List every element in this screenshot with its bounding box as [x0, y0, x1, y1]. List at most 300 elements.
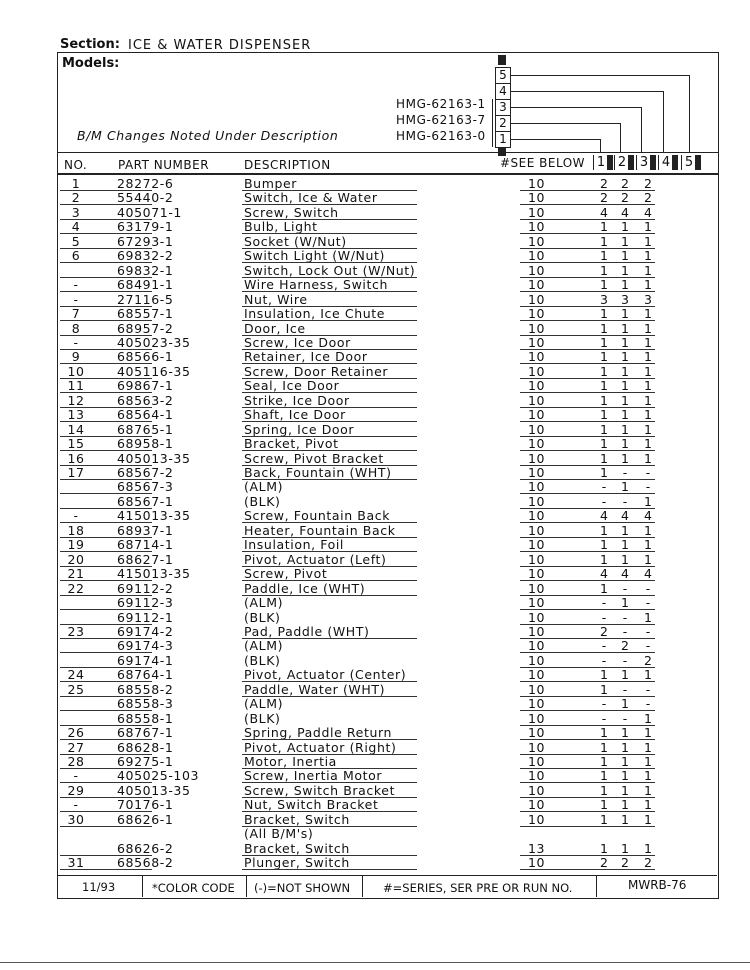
row-model-quantity: 1: [600, 580, 608, 596]
model-digit-box: 3: [495, 99, 511, 116]
row-model-quantity: 1: [600, 465, 608, 480]
row-description: Screw, Ice Door: [244, 334, 351, 350]
row-model-quantity: 1: [621, 450, 629, 466]
row-item-number: -: [73, 334, 79, 350]
row-model-quantity: -: [622, 681, 628, 697]
column-number-mark: [695, 155, 701, 170]
row-part-number: 69174-2: [117, 623, 174, 639]
row-description: (ALM): [244, 696, 284, 712]
row-part-number: 415013-35: [117, 566, 191, 582]
row-model-quantity: -: [601, 595, 607, 611]
row-model-quantity: 1: [600, 725, 608, 741]
row-model-quantity: 1: [600, 522, 608, 538]
row-description: (BLK): [244, 710, 281, 726]
row-model-quantity: 1: [600, 349, 608, 365]
footer-date: 11/93: [82, 880, 116, 894]
row-model-quantity: 4: [600, 204, 608, 220]
row-description: Heater, Fountain Back: [244, 522, 396, 538]
row-model-quantity: 1: [621, 233, 629, 249]
row-part-number: 68558-2: [117, 681, 174, 697]
row-model-quantity: 1: [600, 537, 608, 553]
row-model-quantity: 1: [621, 277, 629, 293]
row-description: Shaft, Ice Door: [244, 407, 346, 423]
row-see-below: 10: [528, 277, 546, 293]
row-model-quantity: 1: [600, 306, 608, 322]
row-part-number: 68557-1: [117, 306, 174, 322]
row-description: Screw, Switch: [244, 204, 339, 220]
row-description: Strike, Ice Door: [244, 392, 350, 408]
model-name-1: HMG-62163-1: [396, 97, 486, 111]
row-item-number: 12: [67, 392, 85, 408]
footer-color-code: *COLOR CODE: [152, 881, 235, 895]
row-model-quantity: -: [645, 696, 651, 712]
row-item-number: 9: [71, 349, 81, 365]
model-connector-line: [511, 139, 600, 140]
row-description: Insulation, Foil: [244, 537, 345, 553]
row-part-number: 68765-1: [117, 421, 174, 437]
row-description: Wire Harness, Switch: [244, 277, 388, 293]
footer-series-note: #=SERIES, SER PRE OR RUN NO.: [383, 881, 573, 895]
row-description: Spring, Ice Door: [244, 421, 355, 437]
col-desc-header: DESCRIPTION: [244, 158, 331, 172]
row-model-quantity: -: [601, 493, 607, 509]
row-model-quantity: 1: [621, 407, 629, 423]
row-see-below: 10: [528, 580, 546, 596]
row-see-below: 10: [528, 392, 546, 408]
row-model-quantity: 1: [621, 306, 629, 322]
row-model-quantity: 1: [621, 537, 629, 553]
row-model-quantity: 1: [644, 739, 652, 755]
row-model-quantity: 1: [621, 262, 629, 278]
row-model-quantity: 1: [621, 739, 629, 755]
row-model-quantity: 1: [644, 320, 652, 336]
row-description: Nut, Switch Bracket: [244, 797, 379, 813]
row-description: Bracket, Switch: [244, 840, 350, 856]
row-model-quantity: 1: [644, 710, 652, 726]
row-item-number: -: [73, 797, 79, 813]
row-see-below: 10: [528, 855, 546, 871]
row-model-quantity: -: [601, 638, 607, 654]
row-description: Screw, Pivot: [244, 566, 328, 582]
row-model-quantity: -: [645, 479, 651, 495]
row-model-quantity: 2: [621, 176, 629, 191]
row-model-quantity: 1: [621, 363, 629, 379]
row-quantity-underline: [520, 869, 655, 870]
row-part-number: 63179-1: [117, 219, 174, 235]
row-item-number: -: [73, 277, 79, 293]
row-see-below: 10: [528, 696, 546, 712]
row-model-quantity: -: [601, 479, 607, 495]
row-see-below: 10: [528, 320, 546, 336]
row-see-below: 10: [528, 667, 546, 683]
row-see-below: 10: [528, 638, 546, 654]
row-quantity-underline: [520, 826, 655, 827]
row-item-number: 21: [67, 566, 85, 582]
row-part-number: 69832-2: [117, 248, 174, 264]
row-see-below: 10: [528, 595, 546, 611]
row-description-underline: [242, 869, 417, 870]
row-see-below: 10: [528, 754, 546, 769]
row-part-number: 68567-3: [117, 479, 174, 495]
row-see-below: 10: [528, 436, 546, 452]
model-connector-drop: [620, 123, 621, 152]
row-description: (ALM): [244, 638, 284, 654]
row-part-number: 405013-35: [117, 450, 191, 466]
row-see-below: 10: [528, 566, 546, 582]
row-model-quantity: 1: [600, 811, 608, 827]
row-description: Pad, Paddle (WHT): [244, 623, 370, 639]
row-item-number: 7: [71, 306, 81, 322]
footer-divider-1: [142, 875, 143, 897]
row-model-quantity: 1: [621, 811, 629, 827]
row-part-number: 405116-35: [117, 363, 191, 379]
model-name-2: HMG-62163-7: [396, 113, 486, 127]
model-digit-box: 2: [495, 115, 511, 132]
row-model-quantity: 1: [644, 421, 652, 437]
row-model-quantity: 1: [621, 551, 629, 567]
row-see-below: 10: [528, 233, 546, 249]
row-model-quantity: 2: [644, 176, 652, 191]
footer-divider-2: [246, 875, 247, 897]
row-model-quantity: 1: [621, 349, 629, 365]
row-part-number: 69275-1: [117, 754, 174, 769]
row-part-number: 68767-1: [117, 725, 174, 741]
row-part-number: 68626-1: [117, 811, 174, 827]
row-model-quantity: 1: [644, 522, 652, 538]
row-see-below: 10: [528, 204, 546, 220]
row-model-quantity: 1: [621, 768, 629, 784]
row-model-quantity: 2: [600, 623, 608, 639]
row-model-quantity: 1: [621, 421, 629, 437]
col-see-below-header: #SEE BELOW: [500, 156, 586, 170]
model-digit-box: 4: [495, 83, 511, 100]
row-model-quantity: 1: [600, 797, 608, 813]
row-see-below: 10: [528, 465, 546, 480]
row-description: Nut, Wire: [244, 291, 308, 307]
row-model-quantity: 1: [600, 450, 608, 466]
row-description: Back, Fountain (WHT): [244, 465, 392, 480]
row-model-quantity: -: [645, 681, 651, 697]
row-model-quantity: 1: [621, 320, 629, 336]
row-model-quantity: 1: [600, 840, 608, 856]
row-see-below: 10: [528, 378, 546, 394]
row-part-number: 68563-2: [117, 392, 174, 408]
row-item-number: 24: [67, 667, 85, 683]
row-item-number: 28: [67, 754, 85, 769]
row-description: Seal, Ice Door: [244, 378, 340, 394]
row-model-quantity: 1: [644, 609, 652, 625]
row-model-quantity: 4: [644, 566, 652, 582]
footer-rule: [57, 875, 717, 876]
row-item-number: 14: [67, 421, 85, 437]
row-see-below: 10: [528, 493, 546, 509]
row-description: Door, Ice: [244, 320, 306, 336]
row-description: Insulation, Ice Chute: [244, 306, 386, 322]
footer-not-shown: (-)=NOT SHOWN: [254, 881, 351, 895]
row-see-below: 10: [528, 190, 546, 206]
row-model-quantity: 1: [600, 436, 608, 452]
model-column-number: 3: [636, 155, 651, 170]
row-see-below: 10: [528, 349, 546, 365]
row-part-number: 69112-2: [117, 580, 174, 596]
row-description: (BLK): [244, 493, 281, 509]
row-see-below: 10: [528, 739, 546, 755]
row-model-quantity: 4: [644, 508, 652, 524]
row-item-number: 25: [67, 681, 85, 697]
row-model-quantity: 1: [600, 392, 608, 408]
row-description: (BLK): [244, 652, 281, 668]
row-model-quantity: 4: [621, 566, 629, 582]
row-item-number: 5: [71, 233, 81, 249]
row-model-quantity: 1: [600, 219, 608, 235]
row-model-quantity: 2: [621, 638, 629, 654]
row-see-below: 10: [528, 681, 546, 697]
model-connector-drop: [641, 107, 642, 152]
row-part-number: 405025-103: [117, 768, 200, 784]
row-part-number: 69867-1: [117, 378, 174, 394]
row-number-underline: [60, 826, 152, 827]
row-see-below: 10: [528, 176, 546, 191]
row-see-below: 10: [528, 363, 546, 379]
bm-changes-note: B/M Changes Noted Under Description: [77, 128, 339, 143]
row-part-number: 69174-1: [117, 652, 174, 668]
row-see-below: 10: [528, 450, 546, 466]
row-model-quantity: 1: [600, 378, 608, 394]
row-description: Spring, Paddle Return: [244, 725, 393, 741]
row-model-quantity: 3: [644, 291, 652, 307]
footer-divider-3: [362, 875, 363, 897]
header-top-rule: [57, 152, 719, 153]
row-model-quantity: -: [601, 710, 607, 726]
row-model-quantity: 1: [644, 392, 652, 408]
row-description: (BLK): [244, 609, 281, 625]
row-description: (ALM): [244, 479, 284, 495]
row-model-quantity: -: [601, 609, 607, 625]
row-model-quantity: 4: [644, 204, 652, 220]
row-model-quantity: 2: [600, 190, 608, 206]
row-description: Screw, Pivot Bracket: [244, 450, 384, 466]
row-model-quantity: 1: [644, 277, 652, 293]
row-item-number: 4: [71, 219, 81, 235]
row-part-number: 68626-2: [117, 840, 174, 856]
row-model-quantity: 1: [644, 797, 652, 813]
row-part-number: 68627-1: [117, 551, 174, 567]
row-model-quantity: 1: [621, 392, 629, 408]
row-description: Socket (W/Nut): [244, 233, 347, 249]
row-model-quantity: 1: [644, 725, 652, 741]
row-part-number: 405013-35: [117, 782, 191, 798]
row-item-number: 13: [67, 407, 85, 423]
row-description: (ALM): [244, 595, 284, 611]
row-model-quantity: 1: [600, 407, 608, 423]
row-part-number: 67293-1: [117, 233, 174, 249]
row-see-below: 10: [528, 537, 546, 553]
row-model-quantity: 1: [644, 840, 652, 856]
row-description: Bulb, Light: [244, 219, 318, 235]
row-part-number: 69832-1: [117, 262, 174, 278]
row-see-below: 10: [528, 797, 546, 813]
row-item-number: 8: [71, 320, 81, 336]
row-item-number: 2: [71, 190, 81, 206]
row-see-below: 10: [528, 551, 546, 567]
row-see-below: 10: [528, 479, 546, 495]
row-item-number: -: [73, 768, 79, 784]
row-item-number: 11: [67, 378, 85, 394]
row-part-number: 27116-5: [117, 291, 174, 307]
scan-edge-line: [0, 962, 750, 963]
model-connector-line: [511, 91, 663, 92]
row-description: Screw, Switch Bracket: [244, 782, 396, 798]
row-model-quantity: 2: [600, 855, 608, 871]
col-part-header: PART NUMBER: [118, 158, 210, 172]
row-part-number: 70176-1: [117, 797, 174, 813]
row-model-quantity: 1: [600, 551, 608, 567]
row-model-quantity: 1: [621, 436, 629, 452]
row-model-quantity: 2: [644, 190, 652, 206]
row-model-quantity: -: [601, 652, 607, 668]
row-item-number: 16: [67, 450, 85, 466]
row-model-quantity: 3: [621, 291, 629, 307]
row-model-quantity: 1: [600, 320, 608, 336]
row-see-below: 10: [528, 652, 546, 668]
row-part-number: 28272-6: [117, 176, 174, 191]
row-see-below: 10: [528, 522, 546, 538]
row-model-quantity: 1: [621, 219, 629, 235]
model-digit-box: 1: [495, 131, 511, 148]
row-description: Motor, Inertia: [244, 754, 337, 769]
row-number-underline: [60, 869, 152, 870]
row-item-number: 17: [67, 465, 85, 480]
row-model-quantity: 1: [621, 725, 629, 741]
row-see-below: 10: [528, 710, 546, 726]
row-model-quantity: 2: [621, 855, 629, 871]
row-model-quantity: -: [601, 696, 607, 712]
section-value: ICE & WATER DISPENSER: [128, 38, 312, 53]
row-part-number: 68558-1: [117, 710, 174, 726]
row-see-below: 10: [528, 291, 546, 307]
row-model-quantity: 1: [600, 262, 608, 278]
row-part-number: 68764-1: [117, 667, 174, 683]
model-connector-drop: [663, 91, 664, 152]
row-item-number: 30: [67, 811, 85, 827]
row-model-quantity: -: [622, 710, 628, 726]
row-description: Pivot, Actuator (Center): [244, 667, 407, 683]
row-model-quantity: 1: [621, 696, 629, 712]
row-model-quantity: 1: [644, 233, 652, 249]
row-see-below: 10: [528, 609, 546, 625]
row-see-below: 10: [528, 421, 546, 437]
row-model-quantity: 1: [644, 219, 652, 235]
row-part-number: 68558-3: [117, 696, 174, 712]
row-part-number: 68491-1: [117, 277, 174, 293]
models-label: Models:: [62, 56, 120, 71]
model-connector-line: [511, 107, 641, 108]
row-part-number: 69112-1: [117, 609, 174, 625]
row-model-quantity: 1: [600, 754, 608, 769]
column-number-mark: [628, 155, 634, 170]
row-part-number: 55440-2: [117, 190, 174, 206]
row-model-quantity: 1: [621, 479, 629, 495]
row-model-quantity: 1: [644, 248, 652, 264]
row-item-number: 22: [67, 580, 85, 596]
model-connector-drop: [600, 139, 601, 152]
row-model-quantity: 2: [644, 855, 652, 871]
row-model-quantity: -: [622, 465, 628, 480]
row-item-number: 19: [67, 537, 85, 553]
row-part-number: 68567-2: [117, 465, 174, 480]
row-see-below: 10: [528, 508, 546, 524]
model-connector-line: [511, 75, 689, 76]
row-part-number: 68566-1: [117, 349, 174, 365]
row-model-quantity: 1: [600, 667, 608, 683]
row-item-number: 10: [67, 363, 85, 379]
row-model-quantity: -: [645, 465, 651, 480]
row-model-quantity: 1: [600, 248, 608, 264]
row-item-number: -: [73, 291, 79, 307]
row-description: Paddle, Water (WHT): [244, 681, 386, 697]
row-model-quantity: -: [622, 493, 628, 509]
row-item-number: -: [73, 508, 79, 524]
row-item-number: 29: [67, 782, 85, 798]
row-model-quantity: 1: [644, 667, 652, 683]
row-model-quantity: -: [622, 652, 628, 668]
row-part-number: 68628-1: [117, 739, 174, 755]
row-see-below: 10: [528, 306, 546, 322]
row-see-below: 10: [528, 262, 546, 278]
row-model-quantity: 1: [644, 262, 652, 278]
row-model-quantity: 1: [621, 840, 629, 856]
row-model-quantity: 1: [621, 595, 629, 611]
row-model-quantity: -: [645, 580, 651, 596]
row-model-quantity: 1: [621, 248, 629, 264]
row-model-quantity: 1: [600, 421, 608, 437]
footer-doc-id: MWRB-76: [628, 878, 687, 892]
row-part-number: 68714-1: [117, 537, 174, 553]
row-model-quantity: 1: [621, 754, 629, 769]
row-model-quantity: -: [645, 595, 651, 611]
row-description: Bumper: [244, 176, 298, 191]
row-model-quantity: 2: [644, 652, 652, 668]
row-model-quantity: 1: [600, 782, 608, 798]
row-part-number: 68567-1: [117, 493, 174, 509]
row-description: Switch, Ice & Water: [244, 190, 378, 206]
row-item-number: 1: [71, 176, 81, 191]
row-item-number: 20: [67, 551, 85, 567]
row-description: (All B/M's): [244, 826, 314, 842]
row-model-quantity: 1: [621, 378, 629, 394]
row-model-quantity: 1: [644, 436, 652, 452]
model-column-number: 1: [593, 155, 608, 170]
row-part-number: 69174-3: [117, 638, 174, 654]
row-see-below: 10: [528, 768, 546, 784]
row-part-number: 415013-35: [117, 508, 191, 524]
row-description: Bracket, Pivot: [244, 436, 339, 452]
row-model-quantity: 1: [644, 334, 652, 350]
row-model-quantity: 1: [600, 277, 608, 293]
model-connector-line: [511, 123, 620, 124]
row-item-number: 26: [67, 725, 85, 741]
row-model-quantity: 4: [600, 508, 608, 524]
row-description: Paddle, Ice (WHT): [244, 580, 366, 596]
row-see-below: 10: [528, 623, 546, 639]
row-description: Switch Light (W/Nut): [244, 248, 385, 264]
row-model-quantity: -: [622, 623, 628, 639]
row-see-below: 10: [528, 248, 546, 264]
row-description: Screw, Fountain Back: [244, 508, 391, 524]
row-model-quantity: 1: [600, 768, 608, 784]
row-model-quantity: 1: [644, 493, 652, 509]
row-model-quantity: 1: [600, 681, 608, 697]
